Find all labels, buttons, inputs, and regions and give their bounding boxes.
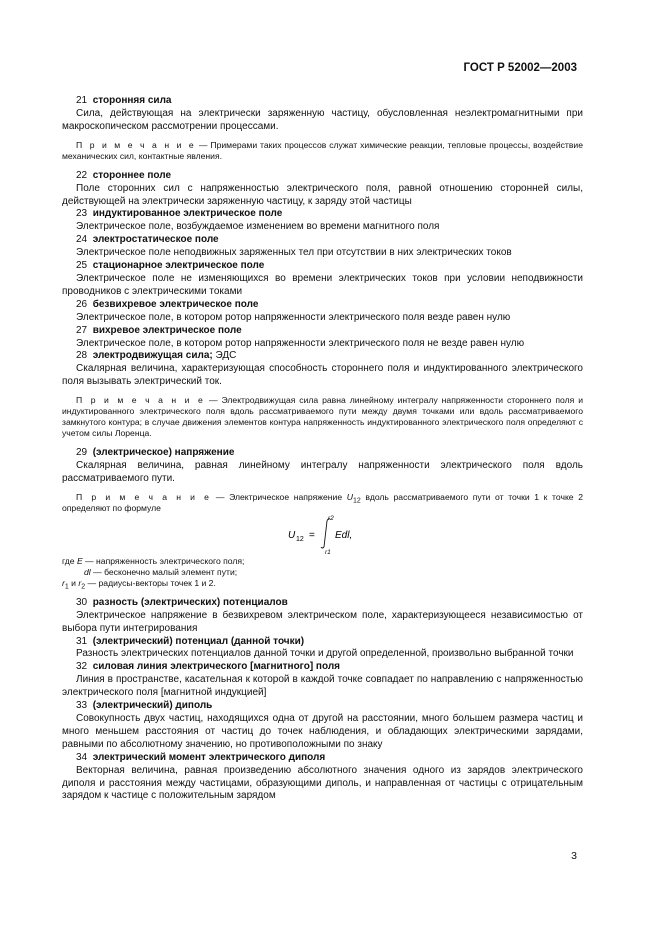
document-body bbox=[62, 95, 583, 803]
note-29: П р и м е ч а н и е — Электрическое напряжение $U_{12}$ вдоль рассматриваемого пути от точки 1 к точке 2 определяют по формуле bbox=[62, 491, 583, 513]
definition-32: Линия в пространстве, касательная к которой в каждой точке совпадает по направлению с напряженностью электрического поля [магнитной индукцией] bbox=[62, 674, 583, 699]
voltage-formula bbox=[62, 514, 583, 556]
definition-29: Скалярная величина, равная линейному интегралу напряженности электрического поля вдоль рассматриваемого пути. bbox=[62, 460, 583, 484]
term-34: 34 электрический момент электрического диполя bbox=[76, 751, 326, 763]
formula-lhs: U bbox=[288, 529, 296, 541]
legend-line-dl: dl — бесконечно малый элемент пути; bbox=[84, 566, 238, 577]
definition-27: Электрическое поле, в котором ротор напряженности электрического поля не везде равен нулю bbox=[76, 337, 525, 349]
term-31: 31 (электрический) потенциал (данной точки) bbox=[76, 635, 305, 647]
definition-33: Совокупность двух частиц, находящихся одна от другой на расстоянии, много большем размера частиц и много меньшем расстояния от частиц до точек наблюдения, и обладающих электрическими зарядами, равными по абсолютному значению, но противоположными по знаку bbox=[62, 713, 583, 750]
definition-21: Сила, действующая на электрически заряженную частицу, обусловленная неэлектромагнитными при макроскопическом рассмотрении процессами. bbox=[62, 107, 583, 132]
term-29: 29 (электрическое) напряжение bbox=[76, 447, 235, 459]
definition-22: Поле сторонних сил с напряженностью электрического поля, равной отношению сторонней силы, действующей на электрически заряженную частицу, к заряду этой частицы bbox=[62, 182, 583, 207]
formula-legend bbox=[62, 556, 583, 589]
term-21: 21 сторонняя сила bbox=[76, 95, 172, 106]
definition-23: Электрическое поле, возбуждаемое изменением во времени магнитного поля bbox=[76, 221, 440, 233]
term-24: 24 электростатическое поле bbox=[76, 234, 219, 246]
integral-sign-icon bbox=[321, 519, 330, 548]
term-27: 27 вихревое электрическое поле bbox=[76, 324, 242, 336]
note-28: П р и м е ч а н и е — Электродвижущая сила равна линейному интегралу напряженности стороннего поля и индуктированного электрического поля вдоль рассматриваемого пути между двумя точками или вдоль рассматриваемого замкнутого контура; в случае движения элементов контура напряженность индуктированного электрического поля определяют с учетом силы Лоренца. bbox=[62, 395, 583, 439]
legend-line-e: где E — напряженность электрического поля; bbox=[62, 555, 245, 566]
term-22: 22 стороннее поле bbox=[76, 169, 172, 181]
definition-30: Электрическое напряжение в безвихревом электрическом поле, характеризующееся независимостью от выбора пути интегрирования bbox=[62, 609, 583, 634]
definition-34: Векторная величина, равная произведению абсолютного значения одного из зарядов электрического диполя и расстояния между частицами, образующими диполь, и направленная от частицы с отрицательным зарядом к частице с положительным зарядом bbox=[62, 764, 583, 802]
term-25: 25 стационарное электрическое поле bbox=[76, 260, 265, 272]
term-30: 30 разность (электрических) потенциалов bbox=[76, 596, 288, 608]
term-33: 33 (электрический) диполь bbox=[76, 700, 213, 712]
definition-31: Разность электрических потенциалов данной точки и другой определенной, произвольно выбранной точки bbox=[76, 648, 574, 660]
term-28: 28 электродвижущая сила; ЭДС bbox=[76, 350, 237, 362]
definition-26: Электрическое поле, в котором ротор напряженности электрического поля везде равен нулю bbox=[76, 311, 511, 323]
term-32: 32 силовая линия электрического [магнитного] поля bbox=[76, 661, 341, 673]
formula-integrand: Edl, bbox=[335, 529, 353, 541]
definition-28: Скалярная величина, характеризующая способность стороннего поля и индуктированного электрического поля вызывать электрический ток. bbox=[62, 363, 583, 388]
definition-25: Электрическое поле не изменяющихся во времени электрических токов при условии неподвижности проводников с электрическими токами bbox=[62, 272, 583, 297]
term-23: 23 индуктированное электрическое поле bbox=[76, 208, 283, 220]
formula-lhs-sub: 12 bbox=[296, 535, 304, 543]
page-number: 3 bbox=[571, 850, 577, 862]
formula-graphic bbox=[282, 514, 422, 556]
legend-line-r: $r_1$ и $r_2$ — радиусы-векторы точек 1 и 2. bbox=[62, 577, 216, 591]
definition-24: Электрическое поле неподвижных заряженных тел при отсутствии в них электрических токов bbox=[76, 247, 512, 259]
formula-upper-limit: r2 bbox=[328, 514, 334, 522]
formula-equals: = bbox=[309, 529, 315, 541]
formula-lower-limit: r1 bbox=[325, 548, 331, 556]
note-21: П р и м е ч а н и е — Примерами таких процессов служат химические реакции, тепловые процессы, воздействие механических сил, контактные явления. bbox=[62, 139, 584, 161]
term-26: 26 безвихревое электрическое поле bbox=[76, 298, 259, 310]
standard-header: ГОСТ Р 52002—2003 bbox=[463, 62, 577, 74]
